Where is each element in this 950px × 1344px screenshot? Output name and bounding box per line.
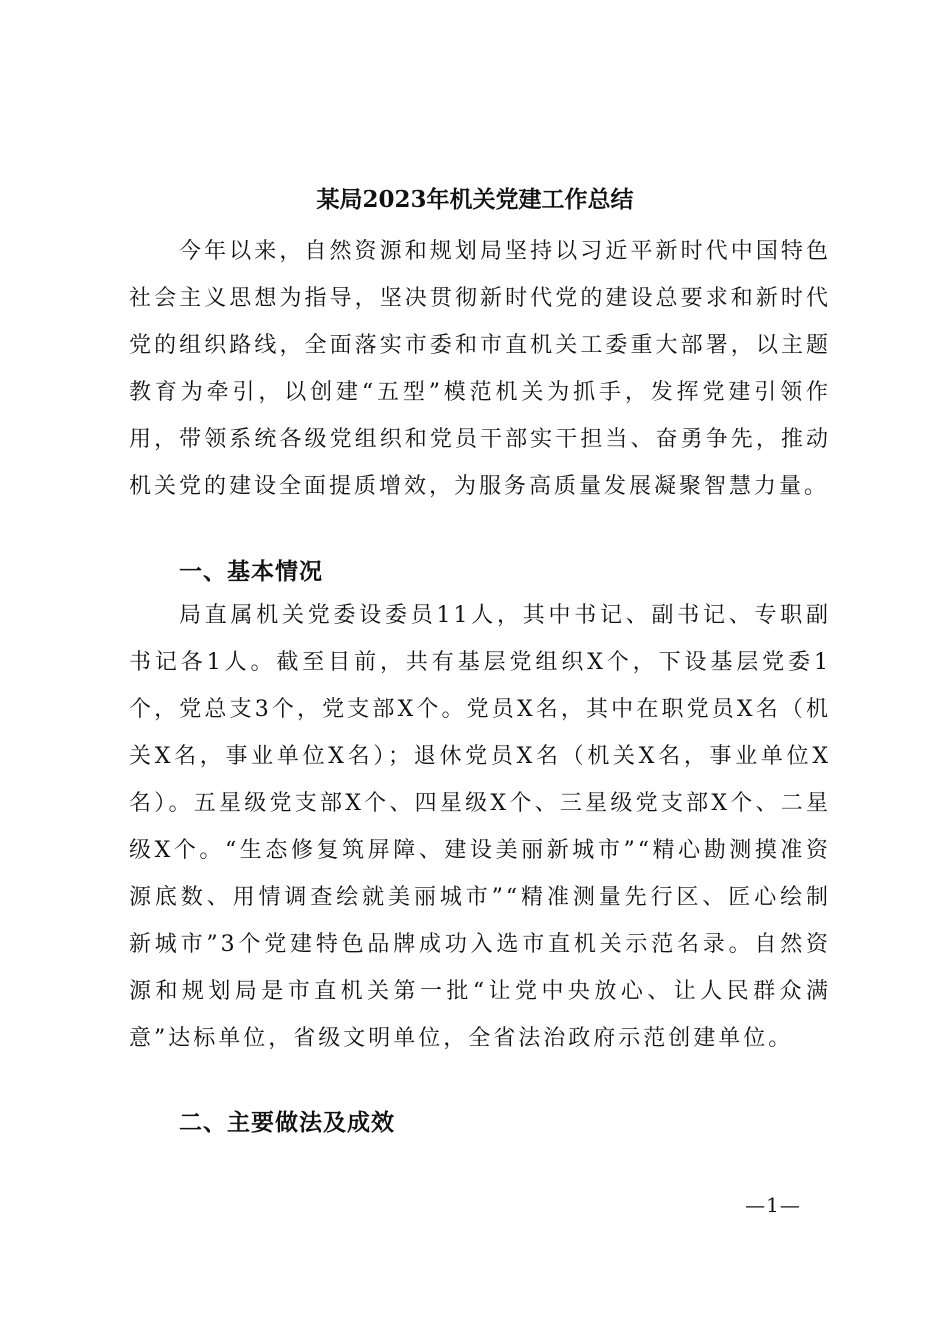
- document-title: 某局2023年机关党建工作总结: [316, 186, 634, 213]
- basic-situation-paragraph: 局直属机关党委设委员11人，其中书记、副书记、专职副书记各1人。截至目前，共有基层党组织X个，下设基层党委1个，党总支3个，党支部X个。党员X名，其中在职党员X名（机关X名，事业单位X名）；退休党员X名（机关X名，事业单位X名）。五星级党支部X个、四星级X个、三星级党支部X个、二星级X个。“生态修复筑屏障、建设美丽新城市”“精心勘测摸准资源底数、用情调查绘就美丽城市”“精准测量先行区、匠心绘制新城市”3个党建特色品牌成功入选市直机关示范名录。自然资源和规划局是市直机关第一批“让党中央放心、让人民群众满意”达标单位，省级文明单位，全省法治政府示范创建单位。: [129, 603, 831, 1051]
- section-heading-main-practices: 二、主要做法及成效: [179, 1110, 395, 1136]
- intro-paragraph: 今年以来，自然资源和规划局坚持以习近平新时代中国特色社会主义思想为指导，坚决贯彻新时代党的建设总要求和新时代党的组织路线，全面落实市委和市直机关工委重大部署，以主题教育为牵引，以创建“五型”模范机关为抓手，发挥党建引领作用，带领系统各级党组织和党员干部实干担当、奋勇争先，推动机关党的建设全面提质增效，为服务高质量发展凝聚智慧力量。: [129, 239, 831, 499]
- section-heading-basic-situation: 一、基本情况: [179, 559, 323, 585]
- page-number: —1—: [745, 1193, 801, 1217]
